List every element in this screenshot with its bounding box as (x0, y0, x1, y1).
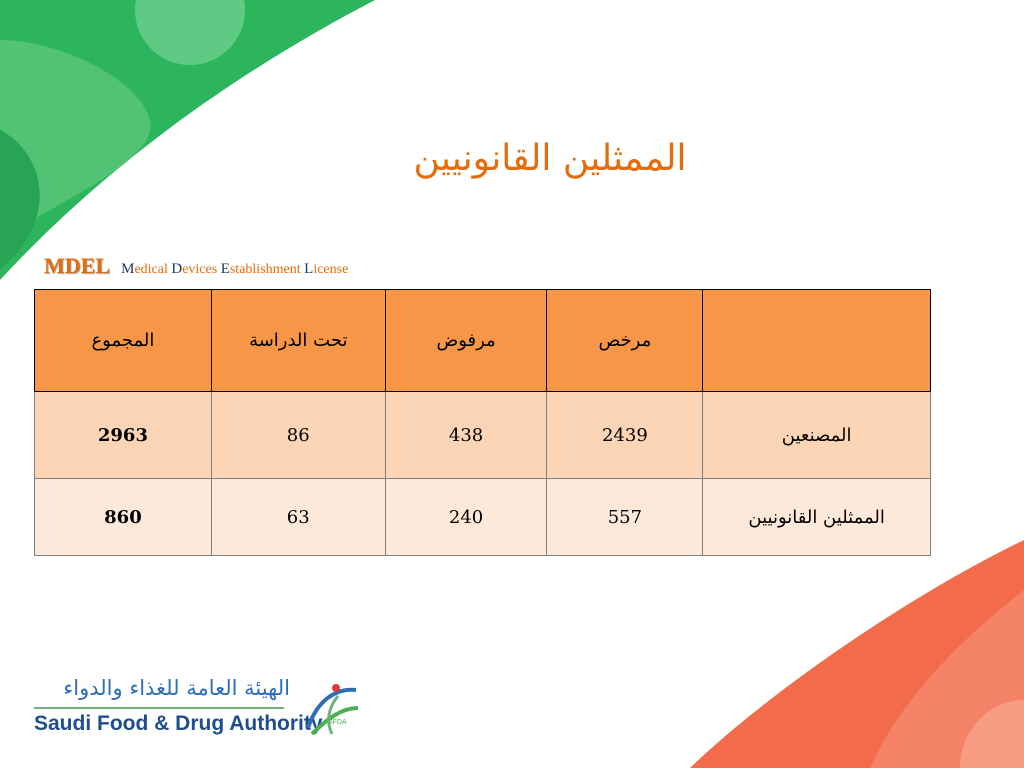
cell-under-review: 86 (211, 392, 385, 479)
row-label: الممثلين القانونيين (703, 479, 931, 556)
sfda-emblem-icon (298, 678, 362, 742)
svg-text:SFDA: SFDA (328, 719, 347, 726)
row-label: المصنعين (703, 392, 931, 479)
table-row (35, 479, 931, 556)
mdel-abbreviation: MDEL (44, 253, 110, 278)
logo-english-text: Saudi Food & Drug Authority (34, 712, 323, 735)
mdel-expansion: Medical Devices Establishment License (121, 261, 349, 277)
sfda-logo (32, 676, 362, 746)
cell-total: 860 (35, 479, 212, 556)
logo-divider (34, 707, 284, 709)
mdel-subtitle (44, 253, 348, 279)
header-cell-licensed: مرخص (547, 290, 703, 392)
cell-rejected: 240 (385, 479, 547, 556)
slide-title: الممثلين القانونيين (413, 138, 687, 179)
header-cell-empty (703, 290, 931, 392)
header-cell-total: المجموع (35, 290, 212, 392)
logo-arabic-text: الهيئة العامة للغذاء والدواء (63, 676, 290, 700)
license-stats-table (34, 289, 931, 556)
table-header-row (35, 290, 931, 392)
cell-rejected: 438 (385, 392, 547, 479)
header-cell-rejected: مرفوض (385, 290, 547, 392)
table-row (35, 392, 931, 479)
header-cell-under-review: تحت الدراسة (211, 290, 385, 392)
cell-under-review: 63 (211, 479, 385, 556)
cell-licensed: 2439 (547, 392, 703, 479)
cell-total: 2963 (35, 392, 212, 479)
cell-licensed: 557 (547, 479, 703, 556)
